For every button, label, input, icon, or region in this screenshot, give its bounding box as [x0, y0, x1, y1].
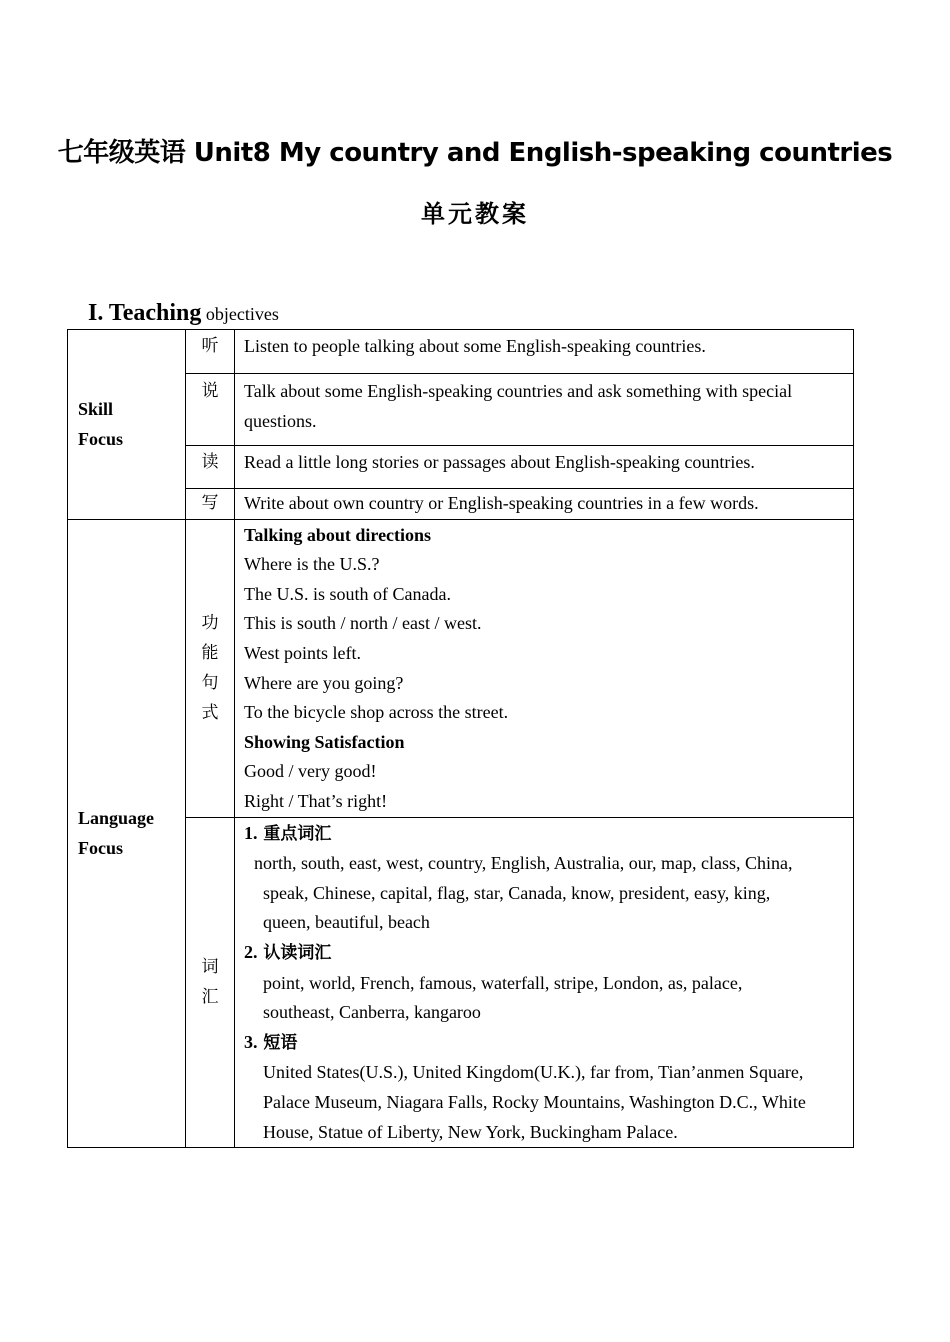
functions-label: 功 能 句 式 [186, 519, 235, 817]
skill-char-read: 读 [186, 446, 235, 489]
functions-heading: Showing Satisfaction [244, 731, 405, 752]
table-row [68, 519, 854, 817]
document-title: 七年级英语 Unit8 My country and English-speaking countries [57, 138, 893, 168]
skill-char-speak: 说 [186, 374, 235, 446]
function-line: Right / That’s right! [244, 790, 388, 811]
vocabulary-content [235, 817, 854, 1148]
skill-text-listen: Listen to people talking about some English-speaking countries. [235, 330, 854, 374]
vocab-line: speak, Chinese, capital, flag, star, Canada, know, president, easy, king, [263, 882, 771, 903]
skill-char-write: 写 [186, 489, 235, 520]
objectives-table [67, 329, 854, 1148]
function-line: Where are you going? [244, 672, 404, 693]
document-subtitle: 单元教案 [421, 200, 529, 228]
language-focus-label: Language Focus [68, 519, 186, 1148]
function-line: Good / very good! [244, 761, 377, 782]
vocab-line: United States(U.S.), United Kingdom(U.K.), far from, Tian’anmen Square, [263, 1062, 804, 1083]
vocab-heading-phrases: 3. 短语 [244, 1031, 298, 1053]
vocab-heading-recognize: 2. 认读词汇 [244, 941, 332, 963]
function-line: Where is the U.S.? [244, 554, 380, 575]
skill-char-listen: 听 [186, 330, 235, 374]
vocab-line: north, south, east, west, country, English, Australia, our, map, class, China, [254, 853, 793, 874]
skill-text-speak: Talk about some English-speaking countries and ask something with special questions. [235, 374, 854, 446]
table-row [68, 817, 854, 1148]
vocab-line: southeast, Canberra, kangaroo [263, 1002, 481, 1023]
vocabulary-label: 词 汇 [186, 817, 235, 1148]
table-row [68, 330, 854, 374]
table-row [68, 446, 854, 489]
table-row [68, 489, 854, 520]
vocab-heading-key: 1. 重点词汇 [244, 822, 332, 844]
vocab-line: point, world, French, famous, waterfall, stripe, London, as, palace, [263, 972, 743, 993]
section-heading-rest: objectives [201, 304, 279, 324]
section-heading [88, 300, 279, 327]
skill-text-write: Write about own country or English-speaking countries in a few words. [235, 489, 854, 520]
table-row [68, 374, 854, 446]
function-line: The U.S. is south of Canada. [244, 583, 451, 604]
vocab-line: Palace Museum, Niagara Falls, Rocky Mountains, Washington D.C., White [263, 1091, 806, 1112]
vocab-line: House, Statue of Liberty, New York, Buckingham Palace. [263, 1121, 678, 1142]
section-heading-main: I. Teaching [88, 300, 202, 326]
vocab-line: queen, beautiful, beach [263, 912, 430, 933]
function-line: West points left. [244, 642, 362, 663]
functions-heading: Talking about directions [244, 524, 432, 545]
skill-text-read: Read a little long stories or passages about English-speaking countries. [235, 446, 854, 489]
skill-focus-label: Skill Focus [68, 330, 186, 520]
function-line: This is south / north / east / west. [244, 613, 482, 634]
function-line: To the bicycle shop across the street. [244, 702, 509, 723]
functions-content [235, 519, 854, 817]
